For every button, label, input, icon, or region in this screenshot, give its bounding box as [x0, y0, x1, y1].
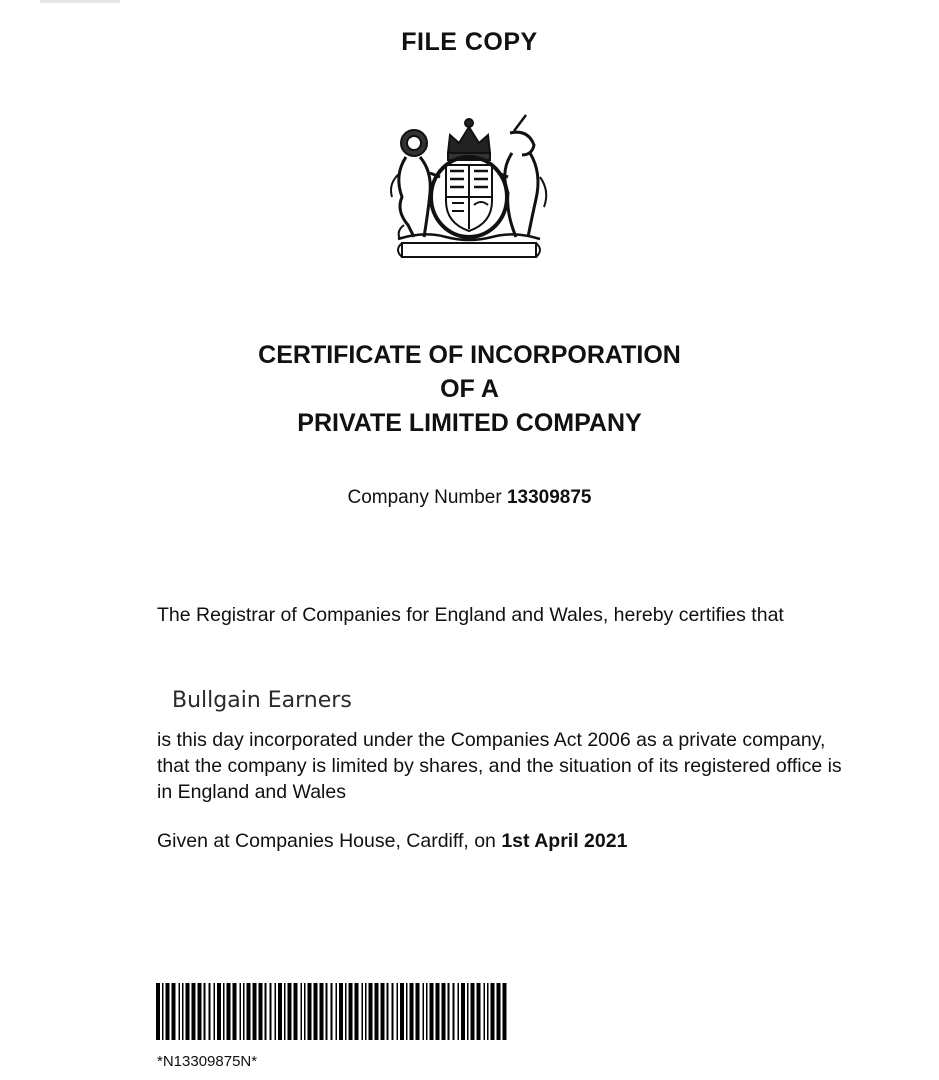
- given-at-statement: [157, 828, 857, 854]
- barcode-bar: [288, 983, 292, 1040]
- barcode-bar: [397, 983, 399, 1040]
- barcode-bar: [240, 983, 242, 1040]
- barcode-bar: [400, 983, 404, 1040]
- file-copy-heading: FILE COPY: [401, 28, 538, 56]
- barcode-bar: [308, 983, 312, 1040]
- barcode-bar: [227, 983, 231, 1040]
- barcode-bar: [491, 983, 495, 1040]
- barcode-bar: [156, 983, 160, 1040]
- company-number-label: Company Number: [347, 487, 502, 508]
- barcode-bar: [381, 983, 385, 1040]
- barcode-bar: [458, 983, 460, 1040]
- barcode-bar: [326, 983, 328, 1040]
- barcode-bar: [426, 983, 428, 1040]
- barcode-bar: [172, 983, 176, 1040]
- title-line-1: CERTIFICATE OF INCORPORATION: [258, 341, 681, 369]
- barcode-bar: [410, 983, 414, 1040]
- barcode-bar: [365, 983, 367, 1040]
- barcode-bar: [247, 983, 251, 1040]
- page-edge-tab: [40, 0, 120, 3]
- incorporation-date: 1st April 2021: [501, 830, 628, 852]
- barcode-bar: [442, 983, 446, 1040]
- barcode-bar: [204, 983, 206, 1040]
- barcode-bar: [345, 983, 347, 1040]
- barcode-bar: [214, 983, 216, 1040]
- barcode-bar: [253, 983, 257, 1040]
- company-number-line: [0, 487, 939, 509]
- barcode-bar: [223, 983, 225, 1040]
- barcode-bar: [355, 983, 359, 1040]
- registrar-statement: The Registrar of Companies for England and Wales, hereby certifies that: [157, 604, 784, 626]
- barcode-bar: [192, 983, 196, 1040]
- barcode-bar: [453, 983, 455, 1040]
- barcode-bar: [430, 983, 434, 1040]
- barcode-bar: [471, 983, 475, 1040]
- barcode-bar: [186, 983, 190, 1040]
- barcode-bar: [349, 983, 353, 1040]
- barcode-bar: [336, 983, 338, 1040]
- barcode-bar: [265, 983, 267, 1040]
- given-at-text: Given at Companies House, Cardiff, on: [157, 830, 496, 852]
- barcode-bar: [497, 983, 501, 1040]
- barcode-text: *N13309875N*: [157, 1053, 258, 1070]
- barcode-bar: [503, 983, 507, 1040]
- barcode-bar: [461, 983, 465, 1040]
- barcode-bar: [209, 983, 211, 1040]
- incorporation-statement: is this day incorporated under the Companies Act 2006 as a private company, that the company is limited by shares, and the situation of its registered office is in England and Wales: [157, 729, 842, 803]
- barcode-bar: [301, 983, 303, 1040]
- barcode-bar: [284, 983, 286, 1040]
- company-name: Bullgain Earners: [172, 688, 352, 713]
- barcode-bar: [362, 983, 364, 1040]
- barcode-bar: [477, 983, 481, 1040]
- barcode-icon: [156, 983, 508, 1040]
- barcode-bar: [182, 983, 184, 1040]
- barcode-bar: [320, 983, 324, 1040]
- barcode-bar: [217, 983, 221, 1040]
- barcode-bar: [387, 983, 389, 1040]
- barcode-bar: [270, 983, 272, 1040]
- barcode-bar: [314, 983, 318, 1040]
- company-number-value: 13309875: [506, 487, 592, 508]
- barcode-bar: [406, 983, 408, 1040]
- barcode-bar: [467, 983, 469, 1040]
- barcode-bar: [233, 983, 237, 1040]
- royal-coat-of-arms-icon: [384, 113, 554, 259]
- barcode-bar: [416, 983, 420, 1040]
- title-line-2: OF A: [440, 375, 499, 403]
- barcode-bar: [375, 983, 379, 1040]
- barcode-bar: [278, 983, 282, 1040]
- barcode-bar: [369, 983, 373, 1040]
- barcode-bar: [331, 983, 333, 1040]
- barcode-bar: [198, 983, 202, 1040]
- barcode-bar: [448, 983, 450, 1040]
- title-line-3: PRIVATE LIMITED COMPANY: [297, 409, 642, 437]
- barcode-bar: [294, 983, 298, 1040]
- barcode-bar: [436, 983, 440, 1040]
- barcode-bar: [484, 983, 486, 1040]
- barcode-bar: [423, 983, 425, 1040]
- barcode-bar: [487, 983, 489, 1040]
- barcode-bar: [339, 983, 343, 1040]
- barcode-bar: [304, 983, 306, 1040]
- barcode-bar: [259, 983, 263, 1040]
- barcode-bar: [162, 983, 164, 1040]
- barcode-bar: [275, 983, 277, 1040]
- barcode-bar: [179, 983, 181, 1040]
- barcode-bar: [243, 983, 245, 1040]
- barcode-bar: [392, 983, 394, 1040]
- certificate-title: [0, 338, 939, 440]
- barcode-bar: [166, 983, 170, 1040]
